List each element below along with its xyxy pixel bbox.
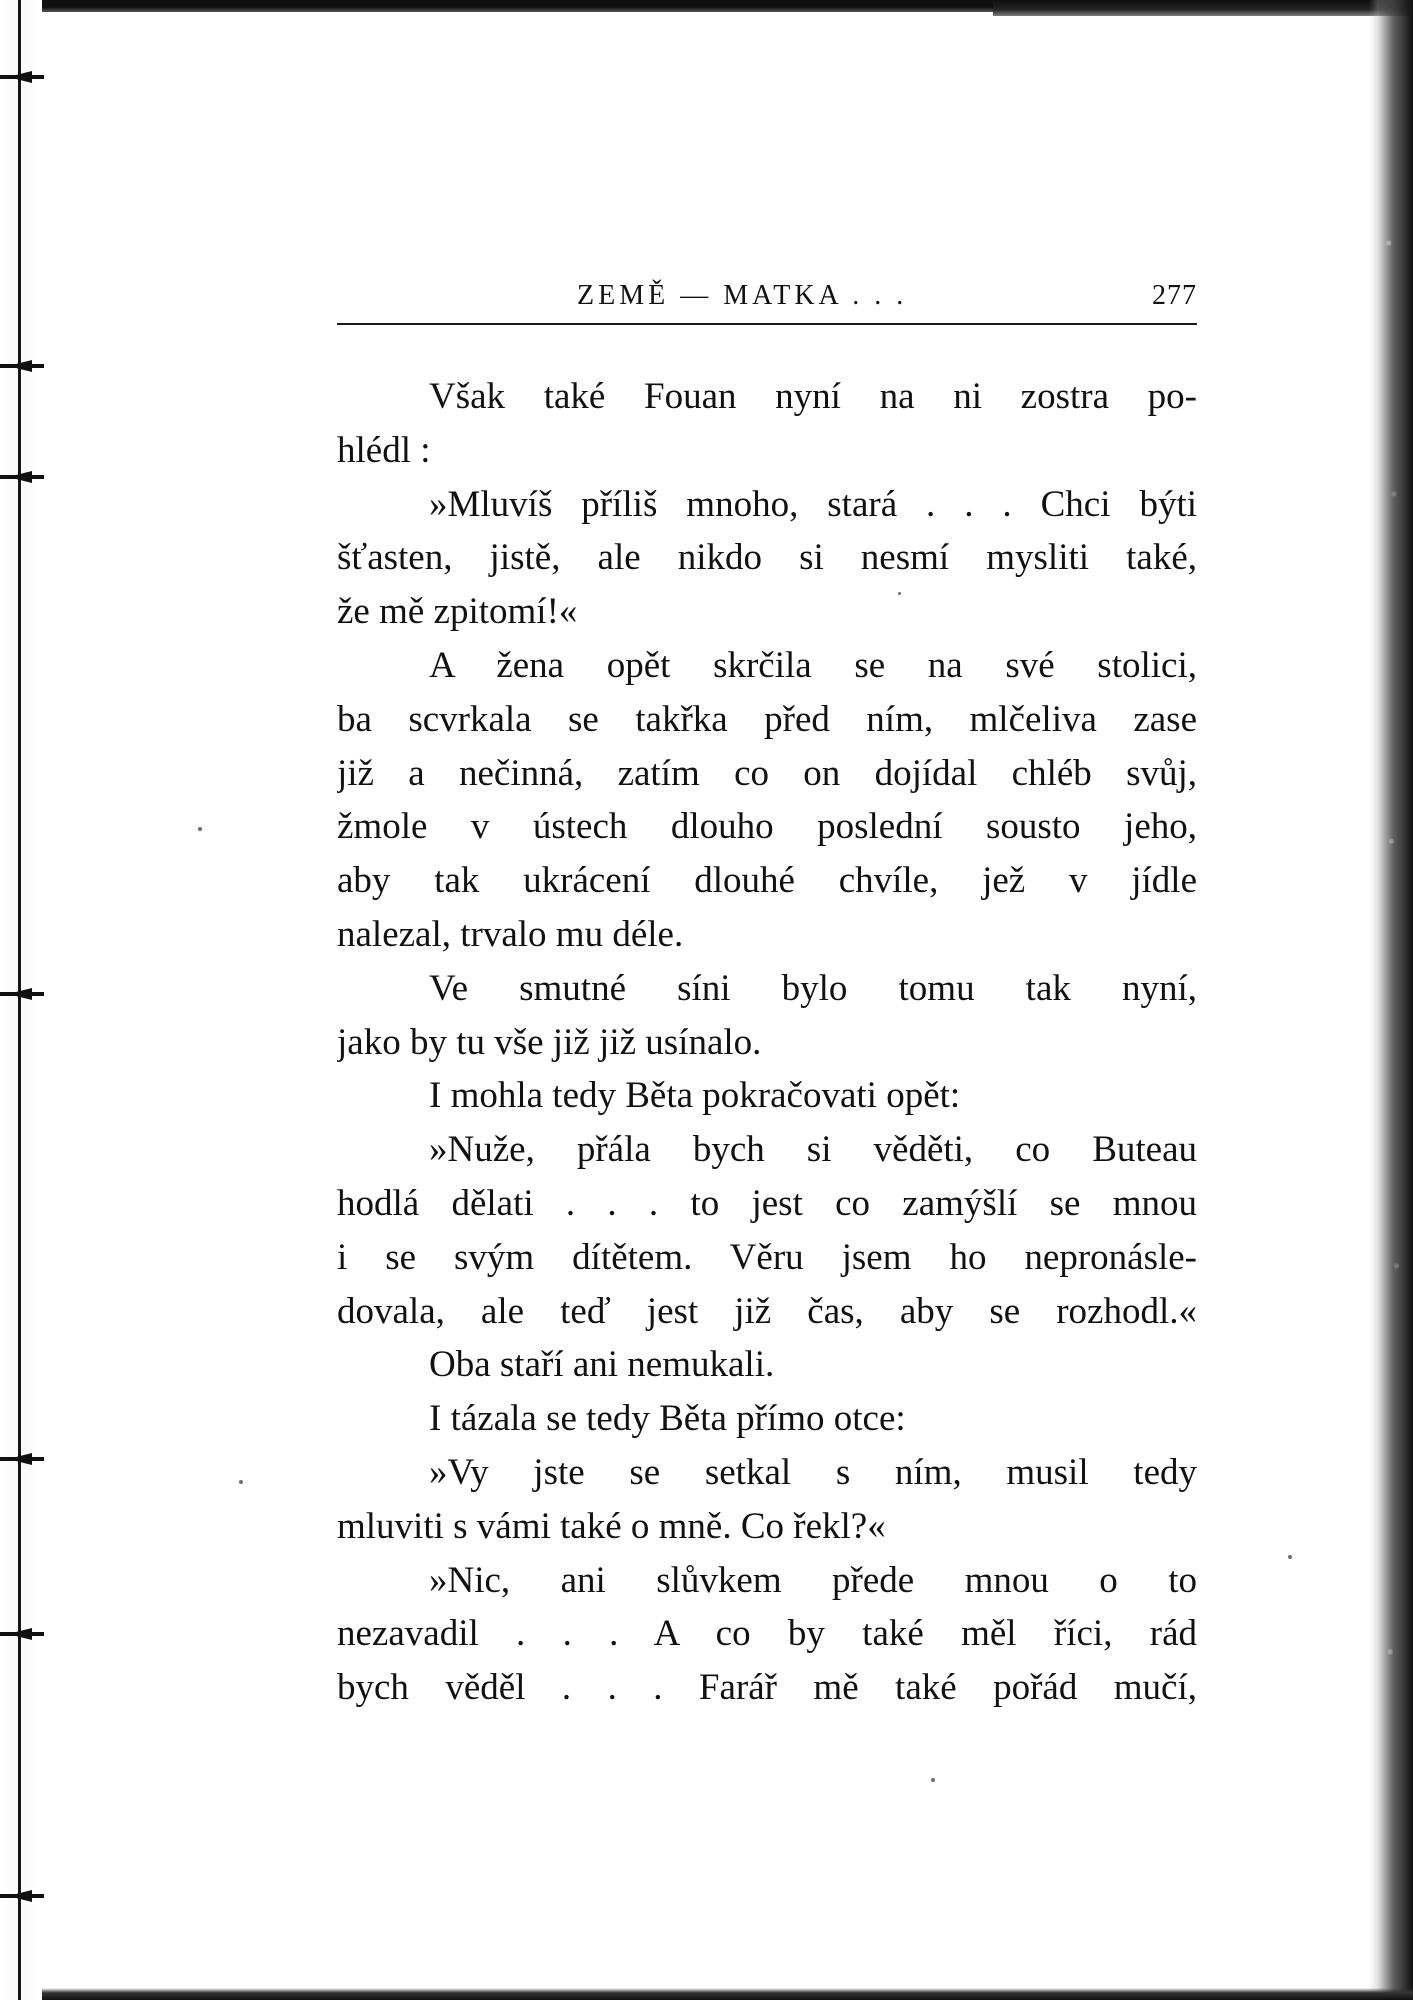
page-content xyxy=(337,270,1197,1740)
text-line: I mohla tedy Běta pokračovati opět: xyxy=(429,1075,961,1117)
text-line: »Nuže, přála bych si věděti, co Buteau xyxy=(429,1129,1197,1171)
binding-stitch-mark xyxy=(0,985,44,1003)
text-line: Ve smutné síni bylo tomu tak nyní, xyxy=(429,967,1197,1009)
text-line: Oba staří ani nemukali. xyxy=(429,1344,775,1386)
text-line: hlédl : xyxy=(337,429,431,471)
body-text xyxy=(337,370,1197,1715)
text-line: aby tak ukrácení dlouhé chvíle, jež v jídle xyxy=(337,860,1197,902)
text-line: že mě zpitomí!« xyxy=(337,591,578,633)
running-head-rule xyxy=(337,323,1197,325)
text-line: šťasten, jistě, ale nikdo si nesmí mysliti také, xyxy=(337,537,1197,579)
text-line: Však také Fouan nyní na ni zostra po- xyxy=(429,376,1197,417)
text-line: »Vy jste se setkal s ním, musil tedy xyxy=(429,1451,1197,1493)
text-line: i se svým dítětem. Věru jsem ho nepronásle- xyxy=(337,1236,1197,1278)
text-line: bych věděl . . . Farář mě také pořád mučí, xyxy=(337,1667,1197,1709)
text-line: I tázala se tedy Běta přímo otce: xyxy=(429,1398,906,1440)
text-line: A žena opět skrčila se na své stolici, xyxy=(429,644,1197,686)
text-line: hodlá dělati . . . to jest co zamýšlí se mnou xyxy=(337,1182,1197,1224)
text-line: nezavadil . . . A co by také měl říci, rád xyxy=(337,1613,1197,1655)
bottom-scan-edge xyxy=(0,1988,1413,2000)
text-line: nalezal, trvalo mu déle. xyxy=(337,913,684,955)
binding-stitch-mark xyxy=(0,1450,44,1468)
scan-dust-mark xyxy=(1288,1555,1292,1559)
scan-dust-mark xyxy=(239,1480,243,1484)
binding-stitch-mark xyxy=(0,1625,44,1643)
text-line: »Nic, ani slůvkem přede mnou o to xyxy=(429,1559,1197,1601)
binding-stitch-mark xyxy=(0,1887,44,1905)
text-line: ba scvrkala se takřka před ním, mlčeliva zase xyxy=(337,698,1197,740)
binding-stitch-mark xyxy=(0,468,44,486)
binding-stitch-mark xyxy=(0,357,44,375)
top-right-scan-edge xyxy=(993,0,1413,16)
right-edge-speckle xyxy=(1381,50,1407,1980)
text-line: již a nečinná, zatím co on dojídal chléb svůj, xyxy=(337,752,1197,794)
scan-dust-mark xyxy=(198,827,202,831)
scan-dust-mark xyxy=(931,1778,935,1782)
text-line: »Mluvíš příliš mnoho, stará . . . Chci býti xyxy=(429,483,1197,525)
running-title: ZEMĚ — MATKA . . . xyxy=(577,280,908,311)
text-line: žmole v ústech dlouho poslední sousto jeho, xyxy=(337,806,1197,848)
left-binding-area xyxy=(0,0,42,2000)
page-number: 277 xyxy=(1152,280,1197,311)
text-line: dovala, ale teď jest již čas, aby se rozhodl.« xyxy=(337,1290,1197,1332)
text-line: jako by tu vše již již usínalo. xyxy=(337,1021,762,1063)
text-line: mluviti s vámi také o mně. Co řekl?« xyxy=(337,1505,886,1547)
binding-stitch-mark xyxy=(0,68,44,86)
running-head xyxy=(337,270,1197,314)
